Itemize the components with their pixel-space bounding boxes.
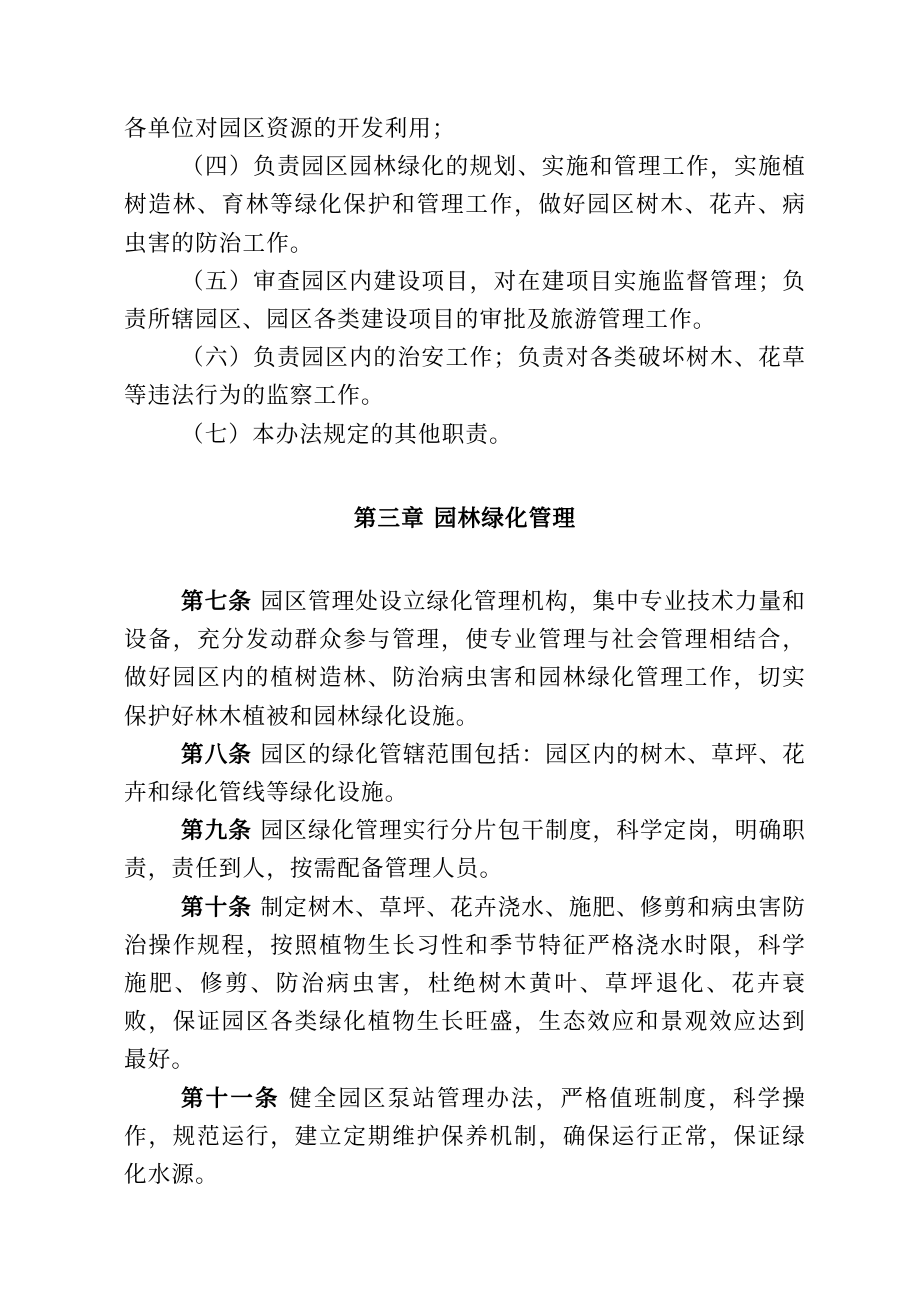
paragraph-item-seven: （七）本办法规定的其他职责。: [181, 421, 513, 448]
spacer: [124, 454, 806, 500]
article-text: 制定树木、草坪、花卉浇水、施肥、修剪和病虫害防治操作规程，按照植物生长习性和季节特征严格浇水时限，科学施肥、修剪、防治病虫害，杜绝树木黄叶、草坪退化、花卉衰败，保证园区各类绿化植物生长旺盛，生态效应和景观效应达到最好。: [124, 894, 806, 1074]
chapter-title: 第三章 园林绿化管理: [353, 505, 577, 532]
paragraph-item-four: （四）负责园区园林绿化的规划、实施和管理工作，实施植树造林、育林等绿化保护和管理工作，做好园区树木、花卉、病虫害的防治工作。: [124, 154, 806, 257]
article-label: 第十条: [181, 894, 253, 921]
article-seven: [124, 583, 806, 736]
paragraph-continued: 各单位对园区资源的开发利用；: [124, 116, 456, 142]
article-ten: [124, 889, 806, 1080]
article-label: 第九条: [181, 818, 253, 845]
paragraph-item-five: （五）审查园区内建设项目，对在建项目实施监督管理；负责所辖园区、园区各类建设项目的审批及旅游管理工作。: [124, 268, 806, 334]
article-nine: [124, 812, 806, 888]
article-eleven: [124, 1080, 806, 1195]
article-label: 第八条: [181, 741, 253, 768]
spacer: [124, 538, 806, 583]
article-label: 第十一条: [181, 1085, 280, 1112]
article-text: 健全园区泵站管理办法，严格值班制度，科学操作，规范运行，建立定期维护保养机制，确保运行正常，保证绿化水源。: [124, 1085, 807, 1189]
article-eight: [124, 736, 806, 812]
article-label: 第七条: [181, 589, 253, 616]
paragraph-item-six: （六）负责园区内的治安工作；负责对各类破坏树木、花草等违法行为的监察工作。: [124, 345, 806, 410]
article-text: 园区管理处设立绿化管理机构，集中专业技术力量和设备，充分发动群众参与管理，使专业管理与社会管理相结合，做好园区内的植树造林、防治病虫害和园林绿化管理工作，切实保护好林木植被和园林绿化设施。: [124, 589, 806, 730]
article-text: 园区绿化管理实行分片包干制度，科学定岗，明确职责，责任到人，按需配备管理人员。: [124, 818, 806, 883]
article-text: 园区的绿化管辖范围包括：园区内的树木、草坪、花卉和绿化管线等绿化设施。: [124, 741, 806, 807]
